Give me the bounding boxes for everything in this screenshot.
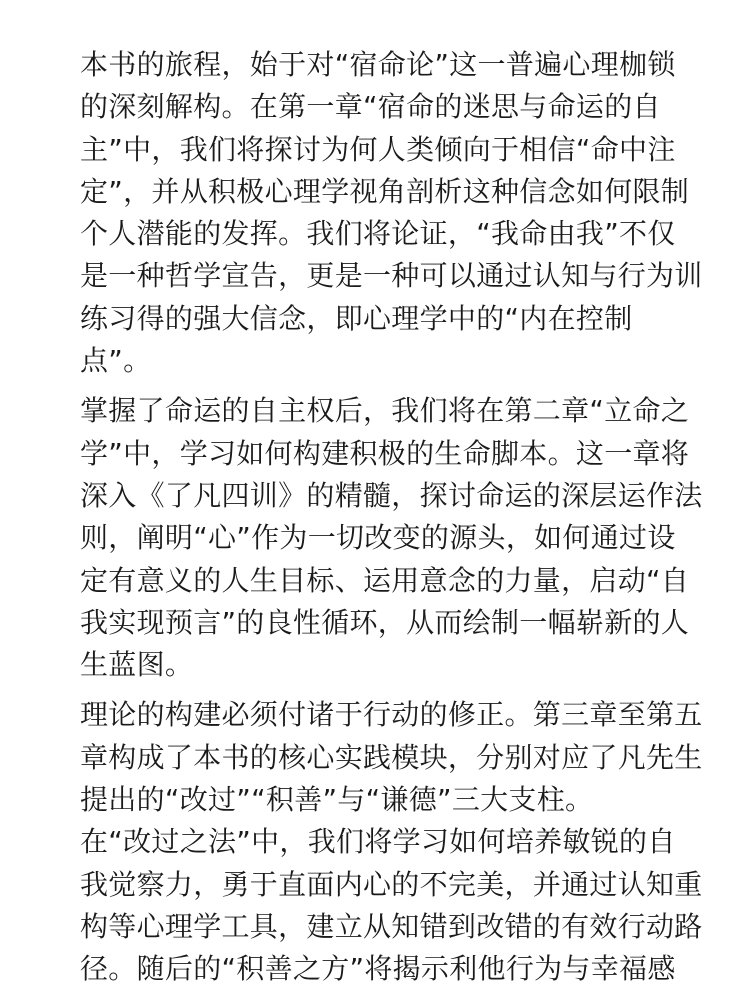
- text-line: 章构成了本书的核心实践模块，分别对应了凡先生: [80, 740, 703, 774]
- text-line: 个人潜能的发挥。我们将论证，“我命由我”不仅: [80, 217, 676, 251]
- text-line: 本书的旅程，始于对“宿命论”这一普遍心理枷锁: [80, 48, 676, 81]
- text-line: 提出的“改过”“积善”与“谦德”三大支柱。: [80, 783, 594, 817]
- paragraph-1: [80, 44, 703, 382]
- text-line: 在“改过之法”中，我们将学习如何培养敏锐的自: [80, 825, 676, 859]
- text-line: 定”，并从积极心理学视角剖析这种信念如何限制: [80, 174, 690, 208]
- text-line: 掌握了命运的自主权后，我们将在第二章“立命之: [80, 394, 690, 428]
- text-line: 理论的构建必须付诸于行动的修正。第三章至第五: [80, 698, 703, 732]
- text-line: 则，阐明“心”作为一切改变的源头，如何通过设: [80, 521, 676, 555]
- text-line: 我觉察力，勇于直面内心的不完美，并通过认知重: [80, 867, 703, 901]
- text-line: 深入《了凡四训》的精髓，探讨命运的深层运作法: [80, 478, 703, 512]
- text-line: 的深刻解构。在第一章“宿命的迷思与命运的自: [80, 90, 661, 124]
- paragraph-2: [80, 390, 703, 686]
- text-line: 生蓝图。: [80, 648, 194, 682]
- text-line: 点”。: [80, 344, 152, 378]
- text-line: 是一种哲学宣告，更是一种可以通过认知与行为训: [80, 259, 703, 293]
- text-line: 定有意义的人生目标、运用意念的力量，启动“自: [80, 563, 690, 597]
- text-line: 练习得的强大信念，即心理学中的“内在控制: [80, 301, 633, 335]
- text-line: 学”中，学习如何构建积极的生命脚本。这一章将: [80, 436, 690, 470]
- text-line: 径。随后的“积善之方”将揭示利他行为与幸福感: [80, 952, 676, 986]
- paragraph-3: [80, 694, 703, 990]
- text-line: 主”中，我们将探讨为何人类倾向于相信“命中注: [80, 132, 676, 166]
- text-line: 构等心理学工具，建立从知错到改错的有效行动路: [80, 909, 703, 943]
- text-line: 我实现预言”的良性循环，从而绘制一幅崭新的人: [80, 605, 690, 639]
